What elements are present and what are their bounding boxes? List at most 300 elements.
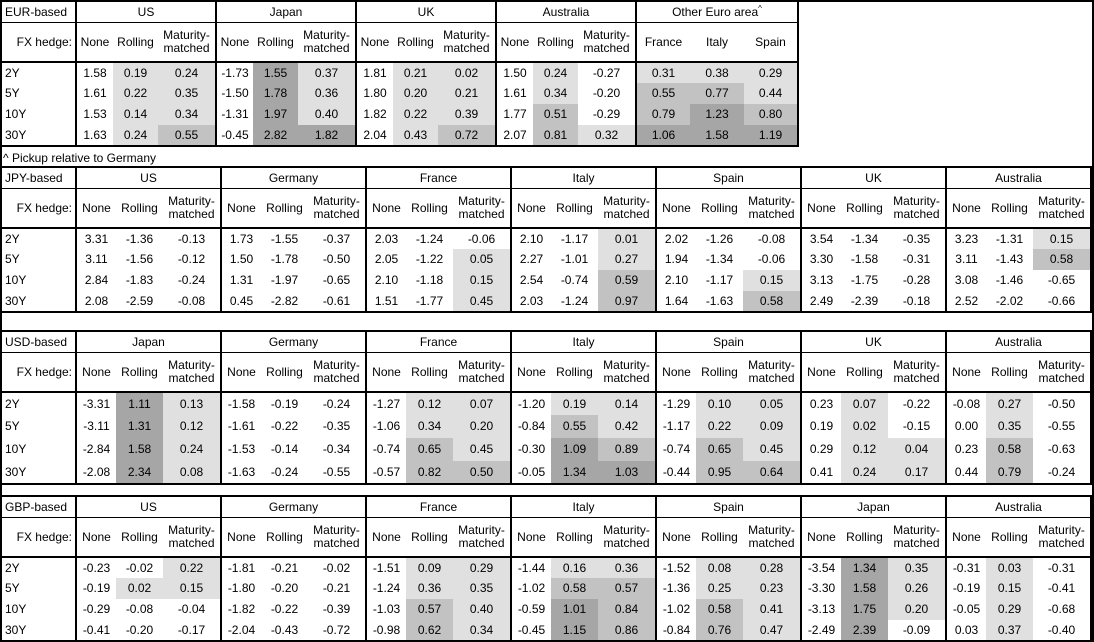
- country-header-text-uk: UK: [865, 334, 882, 349]
- usd-based-france-10y-rolling-value: 0.65: [406, 438, 453, 461]
- country-header-germany: [221, 496, 366, 518]
- col-header-italy-rolling: Rolling: [551, 518, 598, 558]
- gbp-based-spain-30y-maturity-matched-value: 0.47: [743, 620, 801, 641]
- country-header-japan: [216, 1, 356, 23]
- country-header-text-japan: Japan: [269, 4, 303, 19]
- usd-based-australia-30y-maturity-matched-value: -0.24: [1047, 464, 1076, 479]
- gbp-based-us-30y-rolling-value: -0.20: [125, 622, 154, 637]
- gbp-based-japan-5y-maturity-matched-value: 0.26: [888, 578, 946, 599]
- jpy-based-france-10y-none-value: 2.10: [366, 270, 406, 291]
- row-label-gbp-based-5y: 5Y: [5, 581, 20, 596]
- col-header-australia-maturity-matched: Maturity-matched: [1033, 518, 1091, 558]
- country-header-text-germany: Germany: [268, 334, 319, 349]
- jpy-based-uk-2y-maturity-matched-value: -0.35: [902, 231, 931, 246]
- gbp-based-us-30y-none-value: -0.41: [76, 620, 116, 641]
- usd-based-germany-10y-rolling-value: -0.14: [270, 442, 299, 457]
- jpy-based-spain-2y-rolling-value: -1.26: [705, 231, 734, 246]
- jpy-based-us-10y-maturity-matched-value: -0.24: [177, 273, 206, 288]
- country-header-japan: [76, 331, 221, 353]
- usd-based-australia-5y-rolling-value: 0.35: [986, 415, 1033, 438]
- col-header-australia-rolling: Rolling: [533, 23, 578, 63]
- col-header-spain-maturity-matched: Maturity-matched: [743, 189, 801, 229]
- usd-based-spain-10y-none-value: -0.74: [656, 438, 696, 461]
- gbp-based-germany-10y-rolling-value: -0.22: [270, 602, 299, 617]
- usd-based-spain-30y-none-value: -0.44: [656, 461, 696, 484]
- col-header-uk-maturity-matched: Maturity-matched: [888, 353, 946, 393]
- col-header-australia-none: None: [496, 23, 533, 63]
- col-header-france-none: None: [366, 518, 406, 558]
- gbp-based-germany-2y-rolling-value: -0.21: [270, 560, 299, 575]
- usd-based-germany-10y-maturity-matched-value: -0.34: [322, 442, 351, 457]
- col-header-uk-rolling: Rolling: [841, 353, 888, 393]
- eur-based-other-euro-area-5y-spain-value: 0.44: [744, 83, 798, 104]
- gbp-based-japan-5y-none-value: -3.30: [801, 578, 841, 599]
- col-header-australia-maturity-matched: Maturity-matched: [1033, 353, 1091, 393]
- country-header-text-australia: Australia: [995, 334, 1042, 349]
- gbp-based-australia-30y-maturity-matched-value: -0.40: [1047, 622, 1076, 637]
- jpy-based-australia-2y-maturity-matched-value: 0.15: [1033, 228, 1091, 249]
- eur-based-australia-2y-none-value: 1.50: [496, 62, 533, 83]
- gbp-based-japan-30y-rolling-value: 2.39: [841, 620, 888, 641]
- jpy-based-germany-2y-none-value: 1.73: [221, 228, 261, 249]
- usd-based-australia-2y-rolling-value: 0.27: [986, 392, 1033, 415]
- eur-based-other-euro-area-2y-france-value: 0.31: [636, 62, 690, 83]
- row-label-jpy-based-10y: 10Y: [5, 273, 27, 288]
- eur-based-australia-2y-maturity-matched-value: -0.27: [592, 65, 621, 80]
- country-header-australia: [946, 167, 1091, 189]
- jpy-based-us-5y-maturity-matched-value: -0.12: [177, 252, 206, 267]
- usd-based-italy-2y-maturity-matched-value: 0.14: [598, 392, 656, 415]
- col-header-italy-maturity-matched: Maturity-matched: [598, 518, 656, 558]
- eur-based-us-10y-rolling-value: 0.14: [113, 104, 158, 125]
- country-header-germany: [221, 167, 366, 189]
- gbp-based-france-5y-none-value: -1.24: [366, 578, 406, 599]
- jpy-based-italy-30y-none-value: 2.03: [511, 291, 551, 312]
- gbp-based-japan-10y-rolling-value: 1.75: [841, 599, 888, 620]
- country-header-text-france: France: [419, 499, 458, 514]
- col-header-spain-none: None: [656, 189, 696, 229]
- eur-based-australia-10y-maturity-matched-value: -0.29: [592, 107, 621, 122]
- usd-based-spain-5y-maturity-matched-value: 0.09: [743, 415, 801, 438]
- jpy-based-italy-2y-maturity-matched-value: 0.01: [598, 228, 656, 249]
- country-header-text-france: France: [419, 170, 458, 185]
- usd-based-australia-30y-rolling-value: 0.79: [986, 461, 1033, 484]
- country-header-australia: [946, 496, 1091, 518]
- col-header-uk-rolling: Rolling: [841, 189, 888, 229]
- col-header-australia-maturity-matched: Maturity-matched: [1033, 189, 1091, 229]
- usd-based-spain-10y-maturity-matched-value: 0.45: [743, 438, 801, 461]
- jpy-based-uk-10y-maturity-matched-value: -0.28: [902, 273, 931, 288]
- eur-based-us-5y-rolling-value: 0.22: [113, 83, 158, 104]
- eur-based-japan-30y-none-value: -0.45: [216, 125, 253, 146]
- jpy-based-uk-10y-rolling-value: -1.75: [850, 273, 879, 288]
- row-label-jpy-based-2y: 2Y: [5, 231, 20, 246]
- eur-based-japan-2y-rolling-value: 1.55: [253, 62, 298, 83]
- jpy-based-france-2y-maturity-matched-value: -0.06: [467, 231, 496, 246]
- usd-based-japan-5y-maturity-matched-value: 0.12: [163, 415, 221, 438]
- col-header-australia-none: None: [946, 518, 986, 558]
- col-header-italy-none: None: [511, 189, 551, 229]
- row-label-jpy-based-5y: 5Y: [5, 252, 20, 267]
- gbp-based-italy-2y-none-value: -1.44: [511, 557, 551, 578]
- usd-based-japan-5y-none-value: -3.11: [76, 415, 116, 438]
- jpy-based-france-30y-maturity-matched-value: 0.45: [453, 291, 511, 312]
- gbp-based-germany-5y-maturity-matched-value: -0.21: [322, 581, 351, 596]
- country-header-text-germany: Germany: [268, 170, 319, 185]
- gbp-based-italy-5y-none-value: -1.02: [511, 578, 551, 599]
- col-header-other-euro-area-spain: Spain: [744, 23, 798, 63]
- row-label-eur-based-5y: 5Y: [5, 86, 20, 101]
- usd-based-japan-10y-rolling-value: 1.58: [116, 438, 163, 461]
- fx-hedge-label: FX hedge:: [1, 353, 76, 393]
- col-header-japan-rolling: Rolling: [841, 518, 888, 558]
- jpy-based-australia-10y-rolling-value: -1.46: [995, 273, 1024, 288]
- usd-based-japan-30y-rolling-value: 2.34: [116, 461, 163, 484]
- eur-based-australia-30y-maturity-matched-value: 0.32: [578, 125, 636, 146]
- country-header-italy: [511, 331, 656, 353]
- gbp-based-japan-30y-maturity-matched-value: -0.09: [902, 622, 931, 637]
- jpy-based-italy-2y-rolling-value: -1.17: [560, 231, 589, 246]
- country-header-text-australia: Australia: [995, 499, 1042, 514]
- jpy-based-germany-5y-maturity-matched-value: -0.50: [322, 252, 351, 267]
- country-header-text-france: France: [419, 334, 458, 349]
- gbp-based-france-30y-none-value: -0.98: [366, 620, 406, 641]
- usd-based-france-30y-none-value: -0.57: [366, 461, 406, 484]
- col-header-us-none: None: [76, 518, 116, 558]
- eur-based-us-2y-rolling-value: 0.19: [113, 62, 158, 83]
- eur-based-other-euro-area-10y-france-value: 0.79: [636, 104, 690, 125]
- jpy-based-us-30y-none-value: 2.08: [76, 291, 116, 312]
- eur-based-label: EUR-based: [1, 1, 76, 23]
- country-header-text-uk: UK: [417, 4, 435, 19]
- eur-based-australia-5y-rolling-value: 0.34: [533, 83, 578, 104]
- country-header-uk: [801, 167, 946, 189]
- usd-based-spain-2y-none-value: -1.29: [656, 392, 696, 415]
- col-header-france-none: None: [366, 189, 406, 229]
- col-header-spain-maturity-matched: Maturity-matched: [743, 518, 801, 558]
- jpy-based-spain-5y-maturity-matched-value: -0.06: [757, 252, 786, 267]
- jpy-based-australia-5y-none-value: 3.11: [946, 249, 986, 270]
- eur-based-australia-2y-rolling-value: 0.24: [533, 62, 578, 83]
- col-header-germany-rolling: Rolling: [261, 518, 308, 558]
- jpy-based-uk-10y-none-value: 3.13: [801, 270, 841, 291]
- gbp-based-italy-30y-none-value: -0.45: [511, 620, 551, 641]
- country-header-spain: [656, 167, 801, 189]
- eur-based-uk-30y-maturity-matched-value: 0.72: [438, 125, 496, 146]
- gbp-based-table-mount: [0, 495, 1092, 642]
- jpy-based-france-5y-rolling-value: -1.22: [415, 252, 444, 267]
- jpy-based-us-30y-rolling-value: -2.59: [125, 293, 154, 308]
- usd-based-uk-5y-maturity-matched-value: -0.15: [902, 419, 931, 434]
- eur-based-other-euro-area-30y-italy-value: 1.58: [690, 125, 744, 146]
- col-header-germany-none: None: [221, 189, 261, 229]
- eur-based-japan-30y-maturity-matched-value: 1.82: [298, 125, 356, 146]
- gbp-based-us-10y-maturity-matched-value: -0.04: [177, 602, 206, 617]
- jpy-based-australia-30y-maturity-matched-value: -0.66: [1047, 293, 1076, 308]
- col-header-uk-maturity-matched: Maturity-matched: [888, 189, 946, 229]
- jpy-based-uk-2y-none-value: 3.54: [801, 228, 841, 249]
- usd-based-table: [0, 330, 1092, 485]
- jpy-based-italy-10y-maturity-matched-value: 0.59: [598, 270, 656, 291]
- eur-based-uk-10y-none-value: 1.82: [356, 104, 393, 125]
- jpy-based-germany-2y-rolling-value: -1.55: [270, 231, 299, 246]
- eur-based-uk-30y-rolling-value: 0.43: [393, 125, 438, 146]
- jpy-based-france-30y-rolling-value: -1.77: [415, 293, 444, 308]
- col-header-australia-rolling: Rolling: [986, 353, 1033, 393]
- gbp-based-label: GBP-based: [1, 496, 76, 518]
- usd-based-uk-2y-maturity-matched-value: -0.22: [902, 396, 931, 411]
- col-header-japan-maturity-matched: Maturity-matched: [298, 23, 356, 63]
- jpy-based-germany-10y-rolling-value: -1.97: [270, 273, 299, 288]
- gbp-based-us-30y-maturity-matched-value: -0.17: [177, 622, 206, 637]
- usd-based-france-2y-maturity-matched-value: 0.07: [453, 392, 511, 415]
- usd-based-italy-10y-maturity-matched-value: 0.89: [598, 438, 656, 461]
- eur-based-uk-10y-maturity-matched-value: 0.39: [438, 104, 496, 125]
- gbp-based-japan-30y-none-value: -2.49: [801, 620, 841, 641]
- eur-based-australia-30y-rolling-value: 0.81: [533, 125, 578, 146]
- gbp-based-spain-2y-rolling-value: 0.08: [696, 557, 743, 578]
- eur-based-other-euro-area-30y-france-value: 1.06: [636, 125, 690, 146]
- eur-based-japan-5y-maturity-matched-value: 0.36: [298, 83, 356, 104]
- jpy-based-spain-2y-maturity-matched-value: -0.08: [757, 231, 786, 246]
- col-header-australia-maturity-matched: Maturity-matched: [578, 23, 636, 63]
- eur-based-us-10y-maturity-matched-value: 0.34: [158, 104, 216, 125]
- usd-based-spain-30y-rolling-value: 0.95: [696, 461, 743, 484]
- row-label-usd-based-30y: 30Y: [5, 464, 27, 479]
- usd-based-italy-5y-rolling-value: 0.55: [551, 415, 598, 438]
- usd-based-australia-2y-maturity-matched-value: -0.50: [1047, 396, 1076, 411]
- usd-based-australia-10y-rolling-value: 0.58: [986, 438, 1033, 461]
- fx-hedge-label: FX hedge:: [1, 518, 76, 558]
- gbp-based-australia-5y-rolling-value: 0.15: [986, 578, 1033, 599]
- gbp-based-japan-5y-rolling-value: 1.58: [841, 578, 888, 599]
- gbp-based-spain-10y-maturity-matched-value: 0.41: [743, 599, 801, 620]
- eur-based-table-mount: [0, 0, 799, 147]
- jpy-based-germany-30y-maturity-matched-value: -0.61: [322, 293, 351, 308]
- jpy-based-table: [0, 166, 1092, 313]
- jpy-based-germany-10y-none-value: 1.31: [221, 270, 261, 291]
- eur-based-uk-2y-maturity-matched-value: 0.02: [438, 62, 496, 83]
- usd-based-germany-30y-none-value: -1.63: [221, 461, 261, 484]
- jpy-based-italy-5y-rolling-value: -1.01: [560, 252, 589, 267]
- eur-based-us-2y-none-value: 1.58: [76, 62, 113, 83]
- gbp-based-us-10y-rolling-value: -0.08: [125, 602, 154, 617]
- eur-based-uk-2y-none-value: 1.81: [356, 62, 393, 83]
- usd-based-table-mount: [0, 330, 1092, 485]
- col-header-france-maturity-matched: Maturity-matched: [453, 518, 511, 558]
- eur-based-us-30y-none-value: 1.63: [76, 125, 113, 146]
- eur-based-us-5y-none-value: 1.61: [76, 83, 113, 104]
- jpy-based-france-10y-rolling-value: -1.18: [415, 273, 444, 288]
- eur-based-japan-10y-rolling-value: 1.97: [253, 104, 298, 125]
- gbp-based-australia-30y-none-value: 0.03: [946, 620, 986, 641]
- country-header-text-us: US: [140, 499, 157, 514]
- usd-based-france-5y-maturity-matched-value: 0.20: [453, 415, 511, 438]
- col-header-japan-maturity-matched: Maturity-matched: [888, 518, 946, 558]
- jpy-based-italy-5y-none-value: 2.27: [511, 249, 551, 270]
- jpy-based-us-5y-none-value: 3.11: [76, 249, 116, 270]
- jpy-based-australia-10y-maturity-matched-value: -0.65: [1047, 273, 1076, 288]
- country-header-text-germany: Germany: [268, 499, 319, 514]
- gbp-based-italy-30y-rolling-value: 1.15: [551, 620, 598, 641]
- col-header-australia-rolling: Rolling: [986, 518, 1033, 558]
- col-header-italy-none: None: [511, 518, 551, 558]
- gbp-based-italy-10y-none-value: -0.59: [511, 599, 551, 620]
- usd-based-spain-10y-rolling-value: 0.65: [696, 438, 743, 461]
- row-label-gbp-based-2y: 2Y: [5, 560, 20, 575]
- usd-based-australia-10y-none-value: 0.23: [946, 438, 986, 461]
- country-header-text-uk: UK: [865, 170, 882, 185]
- col-header-japan-rolling: Rolling: [116, 353, 163, 393]
- col-header-italy-maturity-matched: Maturity-matched: [598, 189, 656, 229]
- col-header-japan-none: None: [76, 353, 116, 393]
- eur-based-australia-10y-none-value: 1.77: [496, 104, 533, 125]
- col-header-us-maturity-matched: Maturity-matched: [158, 23, 216, 63]
- usd-based-japan-30y-maturity-matched-value: 0.08: [163, 461, 221, 484]
- gbp-based-germany-10y-none-value: -1.82: [221, 599, 261, 620]
- col-header-japan-maturity-matched: Maturity-matched: [163, 353, 221, 393]
- row-label-eur-based-10y: 10Y: [5, 107, 27, 122]
- gbp-based-japan-10y-none-value: -3.13: [801, 599, 841, 620]
- col-header-spain-rolling: Rolling: [696, 189, 743, 229]
- gbp-based-spain-2y-maturity-matched-value: 0.28: [743, 557, 801, 578]
- gbp-based-us-2y-rolling-value: -0.02: [125, 560, 154, 575]
- country-header-text-other-euro-area: Other Euro area: [672, 4, 759, 19]
- eur-based-other-euro-area-5y-france-value: 0.55: [636, 83, 690, 104]
- usd-based-australia-5y-none-value: 0.00: [946, 415, 986, 438]
- jpy-based-australia-2y-none-value: 3.23: [946, 228, 986, 249]
- col-header-italy-rolling: Rolling: [551, 353, 598, 393]
- col-header-uk-maturity-matched: Maturity-matched: [438, 23, 496, 63]
- gbp-based-australia-10y-none-value: -0.05: [946, 599, 986, 620]
- usd-based-italy-5y-maturity-matched-value: 0.42: [598, 415, 656, 438]
- jpy-based-italy-2y-none-value: 2.10: [511, 228, 551, 249]
- usd-based-france-10y-none-value: -0.74: [366, 438, 406, 461]
- gbp-based-us-5y-rolling-value: 0.02: [116, 578, 163, 599]
- jpy-based-us-10y-none-value: 2.84: [76, 270, 116, 291]
- usd-based-italy-10y-rolling-value: 1.09: [551, 438, 598, 461]
- usd-based-japan-2y-maturity-matched-value: 0.13: [163, 392, 221, 415]
- country-header-us: [76, 496, 221, 518]
- jpy-based-uk-30y-maturity-matched-value: -0.18: [902, 293, 931, 308]
- eur-based-japan-10y-none-value: -1.31: [216, 104, 253, 125]
- country-header-spain: [656, 496, 801, 518]
- gbp-based-japan-2y-rolling-value: 1.34: [841, 557, 888, 578]
- usd-based-spain-2y-maturity-matched-value: 0.05: [743, 392, 801, 415]
- eur-based-other-euro-area-30y-spain-value: 1.19: [744, 125, 798, 146]
- usd-based-italy-30y-rolling-value: 1.34: [551, 461, 598, 484]
- eur-based-australia-5y-maturity-matched-value: -0.20: [592, 86, 621, 101]
- jpy-based-spain-5y-rolling-value: -1.34: [705, 252, 734, 267]
- country-header-italy: [511, 167, 656, 189]
- usd-based-italy-30y-none-value: -0.05: [511, 461, 551, 484]
- gbp-based-france-5y-maturity-matched-value: 0.35: [453, 578, 511, 599]
- col-header-germany-maturity-matched: Maturity-matched: [308, 518, 366, 558]
- eur-based-table: [0, 0, 799, 147]
- jpy-based-spain-2y-none-value: 2.02: [656, 228, 696, 249]
- col-header-us-none: None: [76, 23, 113, 63]
- jpy-based-italy-10y-rolling-value: -0.74: [560, 273, 589, 288]
- col-header-france-rolling: Rolling: [406, 189, 453, 229]
- jpy-based-australia-30y-rolling-value: -2.02: [995, 293, 1024, 308]
- row-label-gbp-based-30y: 30Y: [5, 622, 27, 637]
- jpy-based-germany-5y-rolling-value: -1.78: [270, 252, 299, 267]
- country-header-france: [366, 167, 511, 189]
- gbp-based-france-2y-maturity-matched-value: 0.29: [453, 557, 511, 578]
- usd-based-australia-5y-maturity-matched-value: -0.55: [1047, 419, 1076, 434]
- eur-based-uk-2y-rolling-value: 0.21: [393, 62, 438, 83]
- jpy-based-australia-2y-rolling-value: -1.31: [995, 231, 1024, 246]
- usd-based-australia-10y-maturity-matched-value: -0.63: [1047, 442, 1076, 457]
- usd-based-germany-10y-none-value: -1.53: [221, 438, 261, 461]
- country-header-japan: [801, 496, 946, 518]
- gbp-based-germany-5y-none-value: -1.80: [221, 578, 261, 599]
- usd-based-germany-5y-maturity-matched-value: -0.35: [322, 419, 351, 434]
- col-header-germany-rolling: Rolling: [261, 189, 308, 229]
- jpy-based-spain-30y-rolling-value: -1.63: [705, 293, 734, 308]
- jpy-based-italy-5y-maturity-matched-value: 0.27: [598, 249, 656, 270]
- usd-based-japan-2y-none-value: -3.31: [76, 392, 116, 415]
- jpy-based-germany-30y-none-value: 0.45: [221, 291, 261, 312]
- usd-based-uk-10y-none-value: 0.29: [801, 438, 841, 461]
- jpy-based-germany-5y-none-value: 1.50: [221, 249, 261, 270]
- col-header-france-maturity-matched: Maturity-matched: [453, 189, 511, 229]
- gbp-based-france-2y-none-value: -1.51: [366, 557, 406, 578]
- country-header-text-italy: Italy: [572, 499, 595, 514]
- eur-based-uk-30y-none-value: 2.04: [356, 125, 393, 146]
- col-header-spain-rolling: Rolling: [696, 353, 743, 393]
- eur-based-other-euro-area-2y-spain-value: 0.29: [744, 62, 798, 83]
- country-header-text-italy: Italy: [572, 334, 595, 349]
- eur-based-us-30y-rolling-value: 0.24: [113, 125, 158, 146]
- jpy-based-us-30y-maturity-matched-value: -0.08: [177, 293, 206, 308]
- jpy-based-france-5y-maturity-matched-value: 0.05: [453, 249, 511, 270]
- jpy-based-uk-2y-rolling-value: -1.34: [850, 231, 879, 246]
- eur-based-uk-5y-rolling-value: 0.20: [393, 83, 438, 104]
- jpy-based-france-10y-maturity-matched-value: 0.15: [453, 270, 511, 291]
- gbp-based-france-2y-rolling-value: 0.09: [406, 557, 453, 578]
- jpy-based-italy-30y-rolling-value: -1.24: [560, 293, 589, 308]
- col-header-us-none: None: [76, 189, 116, 229]
- eur-based-other-euro-area-5y-italy-value: 0.77: [690, 83, 744, 104]
- jpy-based-germany-30y-rolling-value: -2.82: [270, 293, 299, 308]
- gbp-based-australia-30y-rolling-value: 0.37: [986, 620, 1033, 641]
- country-header-text-spain: Spain: [713, 170, 744, 185]
- jpy-based-italy-10y-none-value: 2.54: [511, 270, 551, 291]
- col-header-uk-none: None: [356, 23, 393, 63]
- col-header-us-rolling: Rolling: [113, 23, 158, 63]
- usd-based-germany-2y-maturity-matched-value: -0.24: [322, 396, 351, 411]
- usd-based-france-30y-rolling-value: 0.82: [406, 461, 453, 484]
- fx-hedge-label: FX hedge:: [1, 189, 76, 229]
- gbp-based-australia-2y-rolling-value: 0.03: [986, 557, 1033, 578]
- col-header-us-maturity-matched: Maturity-matched: [163, 189, 221, 229]
- country-header-text-italy: Italy: [572, 170, 595, 185]
- col-header-germany-none: None: [221, 518, 261, 558]
- gbp-based-germany-30y-rolling-value: -0.43: [270, 622, 299, 637]
- col-header-germany-maturity-matched: Maturity-matched: [308, 189, 366, 229]
- col-header-germany-rolling: Rolling: [261, 353, 308, 393]
- jpy-based-us-2y-none-value: 3.31: [76, 228, 116, 249]
- col-header-france-none: None: [366, 353, 406, 393]
- usd-based-germany-5y-none-value: -1.61: [221, 415, 261, 438]
- col-header-japan-rolling: Rolling: [253, 23, 298, 63]
- jpy-based-spain-10y-rolling-value: -1.17: [705, 273, 734, 288]
- jpy-based-australia-5y-maturity-matched-value: 0.58: [1033, 249, 1091, 270]
- footnote-marker: ^: [758, 3, 762, 13]
- col-header-other-euro-area-italy: Italy: [690, 23, 744, 63]
- jpy-based-australia-5y-rolling-value: -1.43: [995, 252, 1024, 267]
